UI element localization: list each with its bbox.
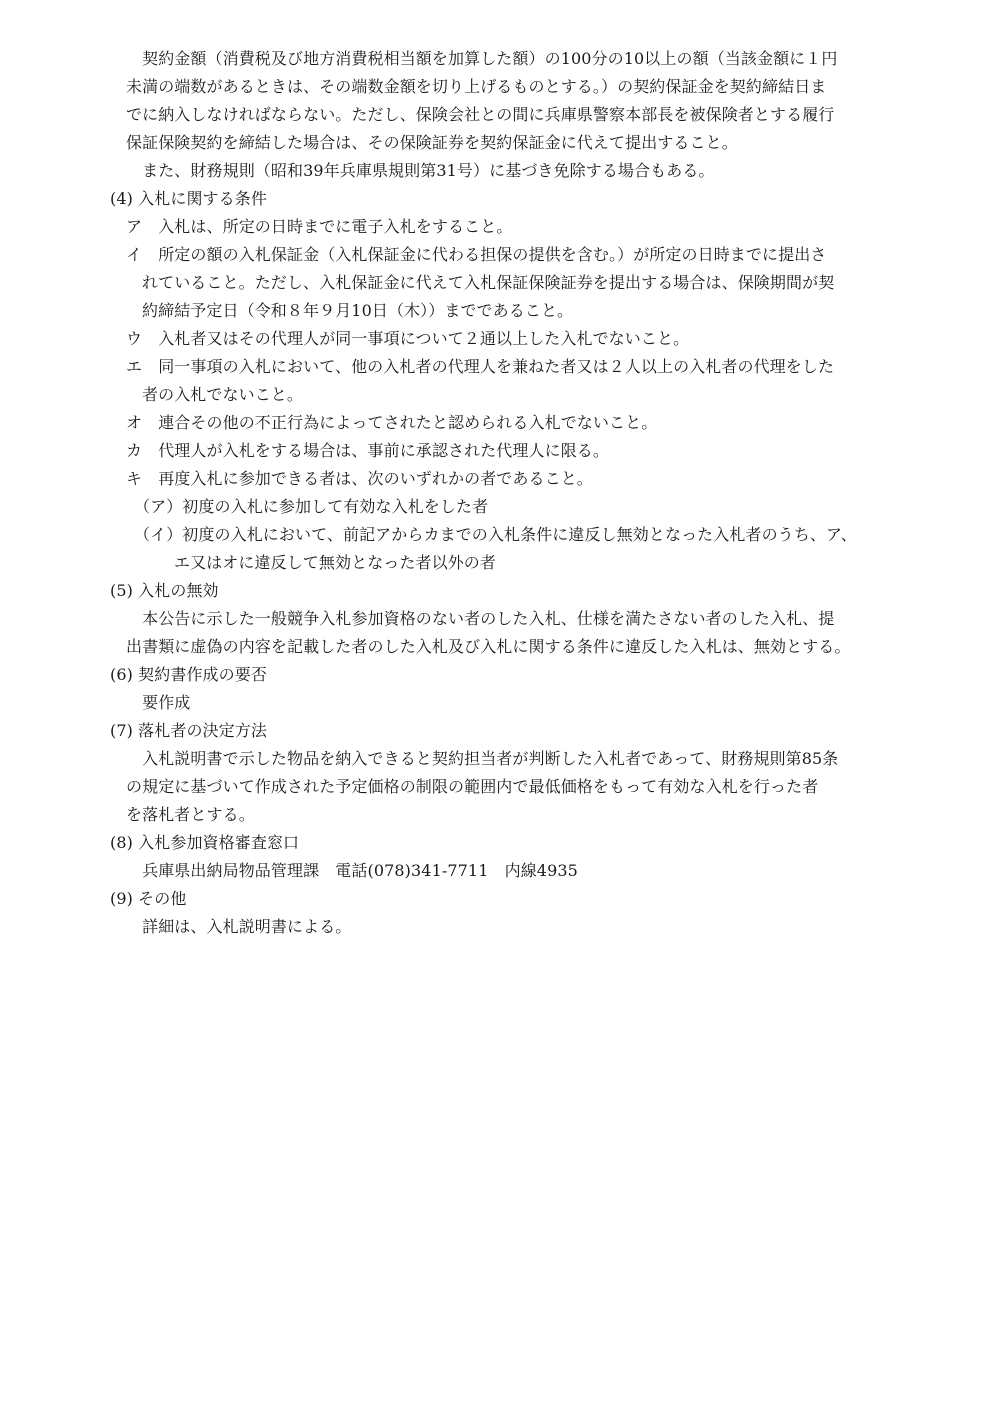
section-6-heading: (6) 契約書作成の要否 bbox=[110, 665, 267, 684]
intro-line-1: 契約金額（消費税及び地方消費税相当額を加算した額）の100分の10以上の額（当該金額に１円 bbox=[126, 49, 838, 68]
section-5-line-2: 出書類に虚偽の内容を記載した者のした入札及び入札に関する条件に違反した入札は、無効とする。 bbox=[126, 637, 851, 656]
section-8-heading: (8) 入札参加資格審査窓口 bbox=[110, 833, 300, 852]
condition-a: ア 入札は、所定の日時までに電子入札をすること。 bbox=[126, 217, 513, 236]
section-7-line-2: の規定に基づいて作成された予定価格の制限の範囲内で最低価格をもって有効な入札を行った者 bbox=[126, 777, 819, 796]
condition-o: オ 連合その他の不正行為によってされたと認められる入札でないこと。 bbox=[126, 413, 658, 432]
intro-line-2: 未満の端数があるときは、その端数金額を切り上げるものとする。）の契約保証金を契約締結日ま bbox=[126, 77, 827, 96]
condition-u: ウ 入札者又はその代理人が同一事項について２通以上した入札でないこと。 bbox=[126, 329, 690, 348]
condition-ki-sub-i-line-1: （イ）初度の入札において、前記アからカまでの入札条件に違反し無効となった入札者のうち、ア、 bbox=[134, 525, 857, 544]
section-7-line-3: を落札者とする。 bbox=[126, 805, 255, 824]
intro-line-5: また、財務規則（昭和39年兵庫県規則第31号）に基づき免除する場合もある。 bbox=[126, 161, 715, 180]
section-4-heading: (4) 入札に関する条件 bbox=[110, 189, 267, 208]
condition-ki: キ 再度入札に参加できる者は、次のいずれかの者であること。 bbox=[126, 469, 593, 488]
section-6-body: 要作成 bbox=[126, 693, 191, 712]
intro-line-3: でに納入しなければならない。ただし、保険会社との間に兵庫県警察本部長を被保険者とする履行 bbox=[126, 105, 835, 124]
condition-ki-sub-i-line-2: エ又はオに違反して無効となった者以外の者 bbox=[174, 553, 497, 572]
section-8-body: 兵庫県出納局物品管理課 電話(078)341-7711 内線4935 bbox=[126, 861, 578, 880]
section-5-heading: (5) 入札の無効 bbox=[110, 581, 219, 600]
section-7-line-1: 入札説明書で示した物品を納入できると契約担当者が判断した入札者であって、財務規則第85条 bbox=[126, 749, 839, 768]
condition-e-line-2: 者の入札でないこと。 bbox=[142, 385, 304, 404]
section-9-body: 詳細は、入札説明書による。 bbox=[126, 917, 352, 936]
section-9-heading: (9) その他 bbox=[110, 889, 187, 908]
section-7-heading: (7) 落札者の決定方法 bbox=[110, 721, 267, 740]
intro-line-4: 保証保険契約を締結した場合は、その保険証券を契約保証金に代えて提出すること。 bbox=[126, 133, 738, 152]
condition-i-line-2: れていること。ただし、入札保証金に代えて入札保証保険証券を提出する場合は、保険期間が契 bbox=[142, 273, 835, 292]
condition-i-line-1: イ 所定の額の入札保証金（入札保証金に代わる担保の提供を含む。）が所定の日時までに提出さ bbox=[126, 245, 827, 264]
condition-ka: カ 代理人が入札をする場合は、事前に承認された代理人に限る。 bbox=[126, 441, 610, 460]
condition-ki-sub-a: （ア）初度の入札に参加して有効な入札をした者 bbox=[134, 497, 489, 516]
section-5-line-1: 本公告に示した一般競争入札参加資格のない者のした入札、仕様を満たさない者のした入札、提 bbox=[126, 609, 835, 628]
condition-i-line-3: 約締結予定日（令和８年９月10日（木））までであること。 bbox=[142, 301, 574, 320]
condition-e-line-1: エ 同一事項の入札において、他の入札者の代理人を兼ねた者又は２人以上の入札者の代理をした bbox=[126, 357, 835, 376]
